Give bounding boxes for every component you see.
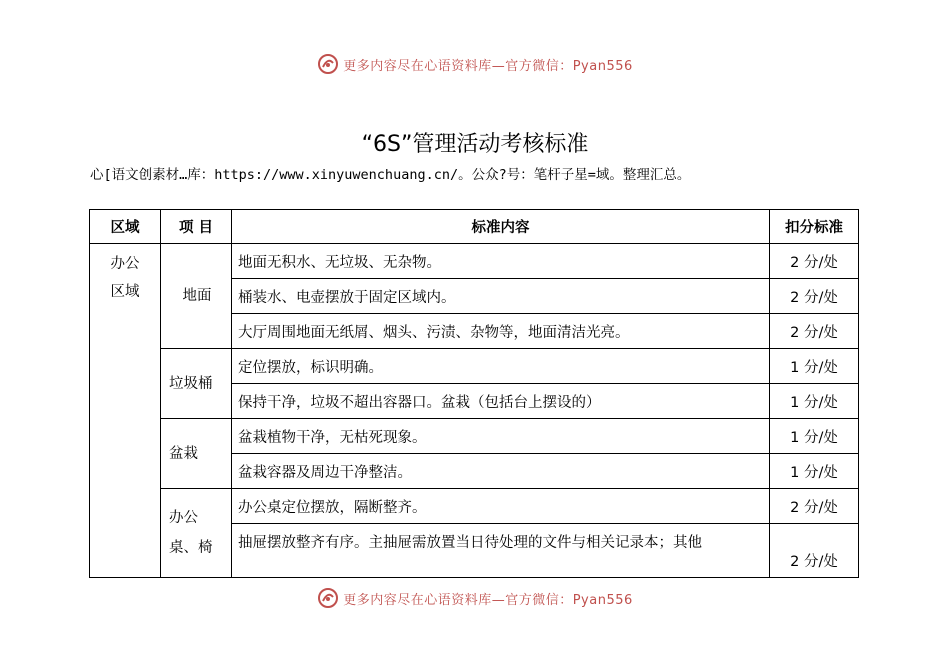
deduct-cell: 2 分/处: [770, 524, 859, 578]
table-header-row: [90, 210, 859, 244]
subtitle: 心[语文创素材…库：https://www.xinyuwenchuang.cn/。公众?号：笔杆子星=域。整理汇总。: [90, 167, 691, 183]
deduct-cell: 1 分/处: [770, 454, 859, 489]
deduct-cell: 2 分/处: [770, 314, 859, 349]
table-row: [90, 489, 859, 524]
content-cell: 桶装水、电壶摆放于固定区域内。: [232, 279, 770, 314]
deduct-cell: 1 分/处: [770, 384, 859, 419]
header-item: 项 目: [161, 210, 232, 244]
content-cell: 抽屉摆放整齐有序。主抽屉需放置当日待处理的文件与相关记录本；其他: [232, 524, 770, 578]
deduct-cell: 1 分/处: [770, 419, 859, 454]
standards-table: [89, 209, 859, 578]
page-title: “6S”管理活动考核标准: [361, 132, 589, 157]
content-cell: 定位摆放，标识明确。: [232, 349, 770, 384]
content-cell: 盆栽容器及周边干净整洁。: [232, 454, 770, 489]
item-trash: 垃圾桶: [161, 349, 232, 419]
logo-icon: [317, 53, 339, 75]
content-cell: 大厅周围地面无纸屑、烟头、污渍、杂物等，地面清洁光亮。: [232, 314, 770, 349]
logo-icon: [317, 587, 339, 609]
content-cell: 保持干净，垃圾不超出容器口。盆栽（包括台上摆设的）: [232, 384, 770, 419]
watermark-text: 更多内容尽在心语资料库—官方微信：Pyan556: [343, 592, 633, 608]
header-area: 区域: [90, 210, 161, 244]
header-content: 标准内容: [232, 210, 770, 244]
content-cell: 地面无积水、无垃圾、无杂物。: [232, 244, 770, 279]
table-row: [90, 244, 859, 279]
area-label: 办公区域: [110, 256, 140, 300]
deduct-cell: 2 分/处: [770, 244, 859, 279]
item-ground: 地面: [161, 244, 232, 349]
header-deduct: 扣分标准: [770, 210, 859, 244]
table-row: [90, 419, 859, 454]
item-desk-label: 办公桌、椅: [169, 510, 213, 556]
watermark-bottom: [0, 587, 950, 609]
deduct-cell: 2 分/处: [770, 489, 859, 524]
table-row: [90, 349, 859, 384]
content-cell: 盆栽植物干净，无枯死现象。: [232, 419, 770, 454]
watermark-text: 更多内容尽在心语资料库—官方微信：Pyan556: [343, 58, 633, 74]
deduct-cell: 2 分/处: [770, 279, 859, 314]
deduct-cell: 1 分/处: [770, 349, 859, 384]
item-plant: 盆栽: [161, 419, 232, 489]
watermark-top: [0, 53, 950, 75]
item-desk: [161, 489, 232, 578]
content-cell: 办公桌定位摆放，隔断整齐。: [232, 489, 770, 524]
area-cell: [90, 244, 161, 578]
